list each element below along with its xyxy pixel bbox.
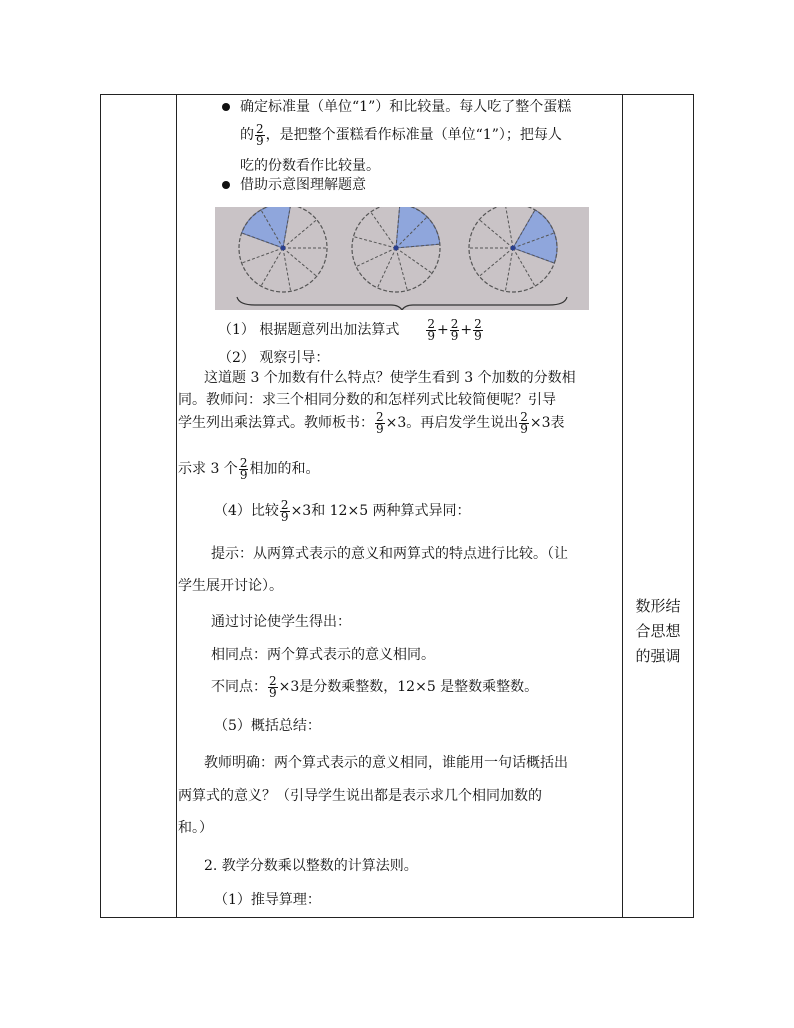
- paragraph-line: 这道题 3 个加数有什么特点？使学生看到 3 个加数的分数相: [204, 370, 576, 386]
- bullet-standard-line-2: 的 $\frac{2}{9}$ ，是把整个蛋糕看作标准量（单位“1”）；把每人: [240, 121, 562, 148]
- column-divider-right: [622, 95, 623, 917]
- column-divider-left: [176, 95, 177, 917]
- curly-brace: [237, 297, 567, 310]
- slice-divider: [377, 248, 396, 288]
- shaded-slice: [513, 210, 557, 263]
- fraction-two-ninths: $\frac{2}{9}$: [269, 673, 277, 700]
- slice-divider: [479, 220, 513, 248]
- same-point: 相同点：两个算式表示的意义相同。: [211, 647, 435, 663]
- slice-divider: [242, 248, 283, 263]
- section-2-title: 2. 教学分数乘以整数的计算法则。: [204, 858, 418, 874]
- fraction-two-ninths: $\frac{2}{9}$: [474, 316, 482, 343]
- slice-divider: [283, 248, 291, 291]
- step-5-summary: （5）概括总结：: [214, 718, 321, 734]
- bullet-dot: [222, 103, 230, 111]
- plus-sign: +: [437, 322, 449, 338]
- right-note: [626, 594, 690, 669]
- right-note-line: 数形结: [635, 597, 681, 615]
- right-note-line: 的强调: [635, 647, 681, 665]
- fraction-two-ninths: $\frac{2}{9}$: [280, 497, 289, 524]
- slice-divider: [505, 207, 513, 248]
- teacher-line-1: 教师明确：两个算式表示的意义相同，谁能用一句话概括出: [204, 755, 568, 771]
- plus-sign: +: [460, 322, 473, 338]
- bullet-standard-line-1: 确定标准量（单位“1”）和比较量。每人吃了整个蛋糕: [240, 99, 572, 115]
- cake-diagram-svg: [215, 207, 589, 310]
- fraction-two-ninths: $\frac{2}{9}$: [450, 316, 459, 343]
- slice-divider: [261, 248, 283, 286]
- hint-line-2: 学生展开讨论）。: [178, 578, 283, 594]
- bullet-diagram-title: 借助示意图理解题意: [240, 177, 366, 193]
- teacher-line-2: 两算式的意义？（引导学生说出都是表示求几个相同加数的: [178, 788, 542, 804]
- fraction-two-ninths: $\frac{2}{9}$: [376, 409, 384, 436]
- step-1-addition: （1） 根据题意列出加法算式 $\frac{2}{9}$ + $\frac{2}{9}$ + $\frac{2}{9}$: [218, 316, 482, 343]
- paragraph-line: 示求 3 个 $\frac{2}{9}$ 相加的和。: [178, 455, 320, 482]
- paragraph-line: 同。教师问：求三个相同分数的和怎样列式比较简便呢？引导: [178, 392, 556, 408]
- slice-divider: [356, 248, 396, 267]
- slice-divider: [479, 248, 513, 276]
- circle-center: [281, 246, 286, 251]
- paragraph-line: 学生列出乘法算式。教师板书： $\frac{2}{9}$ ×3。再启发学生说出 $\frac{2}{9}$ ×3表: [178, 409, 565, 436]
- slice-divider: [505, 248, 513, 291]
- hint-line-1: 提示：从两算式表示的意义和两算式的特点进行比较。（让: [211, 546, 568, 562]
- teacher-line-3: 和。）: [178, 820, 213, 836]
- slice-divider: [283, 248, 317, 276]
- cake-diagram-image: [215, 207, 589, 310]
- bullet-standard-line-3: 吃的份数看作比较量。: [240, 158, 380, 174]
- shaded-slice: [396, 207, 440, 248]
- different-point: 不同点： $\frac{2}{9}$ ×3是分数乘整数，12×5 是整数乘整数。: [211, 673, 539, 700]
- fraction-two-ninths: $\frac{2}{9}$: [520, 409, 528, 436]
- fraction-two-ninths: $\frac{2}{9}$: [427, 316, 435, 343]
- fraction-two-ninths: $\frac{2}{9}$: [256, 121, 264, 148]
- step-4-compare: （4）比较 $\frac{2}{9}$ ×3和 12×5 两种算式异同：: [214, 497, 471, 524]
- step-2-observe: （2） 观察引导：: [218, 350, 330, 366]
- circle-center: [511, 246, 516, 251]
- fraction-two-ninths: $\frac{2}{9}$: [239, 455, 248, 482]
- circle-center: [394, 246, 399, 251]
- discussion-intro: 通过讨论使学生得出：: [211, 614, 351, 630]
- step-derive: （1）推导算理：: [214, 892, 321, 908]
- right-note-line: 合思想: [635, 622, 681, 640]
- bullet-dot: [222, 181, 230, 189]
- slice-divider: [283, 220, 317, 248]
